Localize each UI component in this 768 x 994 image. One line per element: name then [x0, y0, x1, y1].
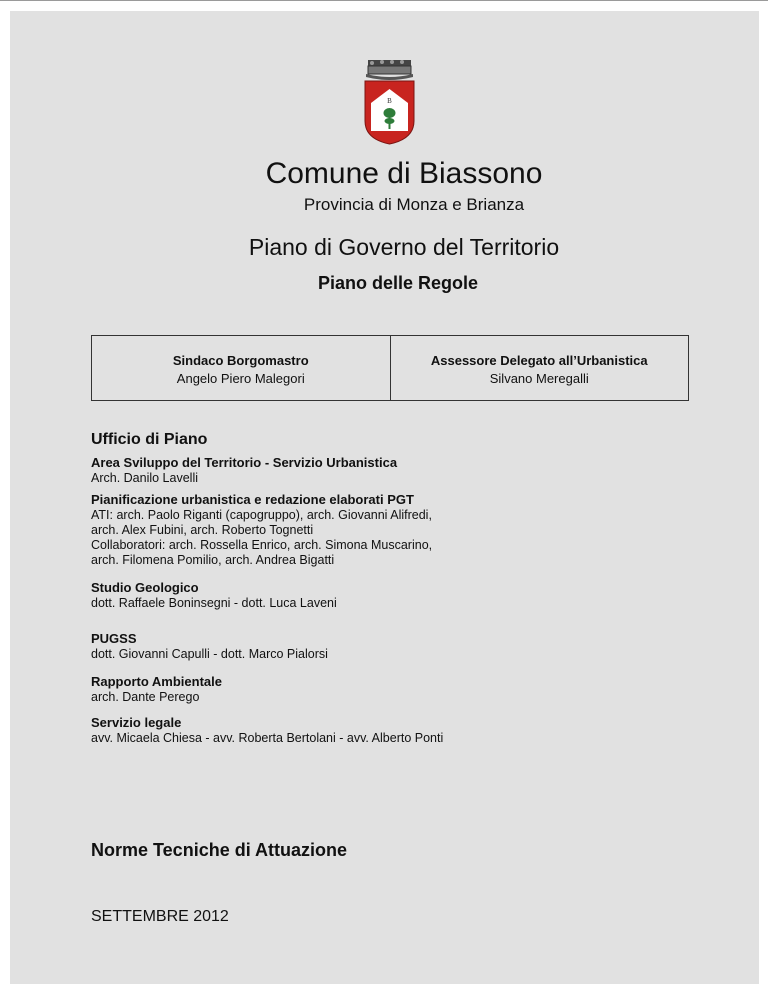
credit-line: Arch. Danilo Lavelli — [91, 471, 198, 485]
credit-line: arch. Alex Fubini, arch. Roberto Tognetti — [91, 523, 314, 537]
municipal-coat-of-arms-icon — [362, 59, 417, 145]
credit-heading: Area Sviluppo del Territorio - Servizio Urbanistica — [91, 455, 398, 470]
credit-heading: Pianificazione urbanistica e redazione elaborati PGT — [91, 492, 414, 507]
credit-section — [91, 631, 711, 662]
credit-line: Collaboratori: arch. Rossella Enrico, arch. Simona Muscarino, — [91, 538, 433, 552]
officials-table — [91, 335, 689, 401]
credit-heading: Servizio legale — [91, 715, 182, 730]
credit-line: avv. Micaela Chiesa - avv. Roberta Bertolani - avv. Alberto Ponti — [91, 731, 444, 745]
credit-section — [91, 492, 711, 568]
comune-title: Comune di Biassono — [265, 157, 543, 190]
piano-subtitle: Piano delle Regole — [317, 273, 479, 293]
credit-heading: Studio Geologico — [91, 580, 199, 595]
crest-letter: B — [387, 97, 392, 105]
ufficio-heading: Ufficio di Piano — [91, 431, 208, 448]
piano-title: Piano di Governo del Territorio — [248, 234, 560, 260]
document-date: SETTEMBRE 2012 — [91, 908, 229, 925]
official-name: Angelo Piero Malegori — [176, 371, 305, 386]
credits-section — [91, 431, 711, 752]
official-name: Silvano Meregalli — [489, 371, 589, 386]
official-cell — [92, 336, 390, 400]
document-title: Norme Tecniche di Attuazione — [91, 840, 348, 860]
credit-line: arch. Filomena Pomilio, arch. Andrea Bigatti — [91, 553, 335, 567]
credit-heading: PUGSS — [91, 631, 137, 646]
credit-section — [91, 580, 711, 611]
top-border — [0, 0, 768, 1]
official-cell — [390, 336, 689, 400]
credit-section — [91, 674, 711, 705]
credit-line: arch. Dante Perego — [91, 690, 200, 704]
official-role: Assessore Delegato all’Urbanistica — [430, 353, 648, 368]
credit-section — [91, 455, 711, 486]
credit-line: ATI: arch. Paolo Riganti (capogruppo), arch. Giovanni Alifredi, — [91, 508, 432, 522]
credit-heading: Rapporto Ambientale — [91, 674, 222, 689]
provincia-subtitle: Provincia di Monza e Brianza — [303, 195, 525, 214]
credit-section — [91, 715, 711, 746]
credit-line: dott. Giovanni Capulli - dott. Marco Pialorsi — [91, 647, 328, 661]
credit-line: dott. Raffaele Boninsegni - dott. Luca Laveni — [91, 596, 337, 610]
official-role: Sindaco Borgomastro — [172, 353, 309, 368]
